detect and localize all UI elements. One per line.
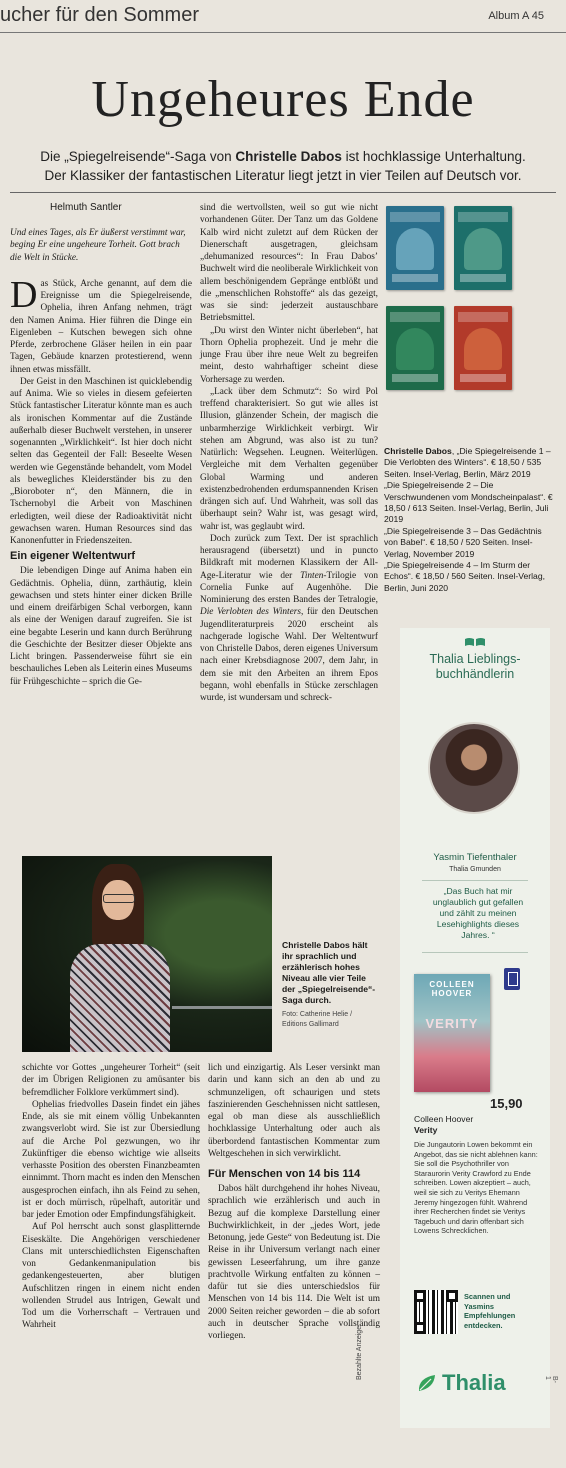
paragraph: schichte vor Gottes „ungeheurer Torheit“ (seit der im Übrigen Religionen zu amüsanter bis befremdlicher Folklore verkümmert sind). xyxy=(22,1063,200,1098)
article-column-2 xyxy=(200,202,378,704)
paragraph xyxy=(10,273,192,376)
book-info-text: , „Die Spiegelreisende 1 – Die Verlobten des Winters“. € 18,50 / 535 Seiten. Insel-Verlag, Berlin, März 2019 xyxy=(384,446,551,479)
qr-finder xyxy=(446,1290,458,1302)
thalia-leaf-icon xyxy=(416,1372,438,1394)
book-covers xyxy=(382,204,522,436)
paragraph: sind die wertvollsten, weil so gut wie nicht vorhandenen Güter. Der Tanz um das Goldene Kalb wird nicht zuletzt auf dem Rücken der Dienerschaft ausgetragen, gleichsam „dehumanized resources“: In Frau Dabos’ Buchwelt wird die neoliberale Wirklichkeit von allem beschönigendem Gepränge entblößt und die „menschlichen Rohstoffe“ als das gezeigt, was sie sind: jederzeit austauschbare Betriebsmittel. xyxy=(200,203,378,324)
book-heart-icon xyxy=(463,634,487,644)
book-info-2: „Die Spiegelreisende 2 – Die Verschwundenen vom Mondscheinpalast“. € 18,50 / 613 Seiten. Insel-Verlag, Berlin, Juli 2019 xyxy=(384,480,553,525)
section-title: ucher für den Sommer xyxy=(0,4,199,26)
ad-rule xyxy=(422,880,528,881)
running-header xyxy=(0,0,566,34)
cover-author: COLLEEN HOOVER xyxy=(429,980,475,998)
sponsored-label: Bezahlte Anzeige xyxy=(356,1325,363,1380)
book-info-3: „Die Spiegelreisende 3 – Das Gedächtnis von Babel“. € 18,50 / 520 Seiten. Insel-Verlag, November 2019 xyxy=(384,525,542,559)
paragraph-text: , für den Deutschen Jugendliteraturpreis 2020 erscheint als nachgerade logische Wahl. Der Weltentwurf von Christelle Dabos, deren eigenes Universum nach einer Krebsdiagnose 2007, dem Jahr, in dem sie mit den Arbeiten an ihrem Epos begann, wohl ebenfalls in Stücke zerschlagen wurde, ist wundersam und schreck- xyxy=(200,607,378,703)
book-cover-2 xyxy=(454,206,512,290)
qr-finder xyxy=(414,1290,426,1302)
bookseller-portrait xyxy=(430,724,518,812)
header-rule xyxy=(0,32,566,33)
bookseller-name: Yasmin Tiefenthaler xyxy=(433,852,517,863)
paragraph-text: as Stück, Arche genannt, auf dem die Ereignisse um die Spiegelreisende, Ophelia, ihren Anfang nehmen, trägt den Namen Anima. Hier führen die Dinge ein Eigenleben – Kutschen bewegen sich ohne Pferde, zerbrochene Gläser heilen in ein paar Tagen, Gebäude knarzen protestierend, wenn ihnen etwas missfällt. xyxy=(10,278,192,375)
paragraph: „Du wirst den Winter nicht überleben“, hat Thorn Ophelia prophezeit. Und je mehr die junge Frau über ihre neue Welt zu begreifen meint, desto wahrhaftiger scheint diese Vorhersage zu werden. xyxy=(200,325,378,385)
paragraph: Ophelias friedvolles Dasein findet ein jähes Ende, als sie mit einem völlig Unbekannten zwangsverlobt wird. Sie ist zur Übersiedlung auf die Arche Pol gezwungen, wo ihr Zukünftiger die ebenso wichtige wie allseits verhasste Position des obersten Finanzbeamten einnimmt. Thorn macht es inden den Menschen ausgesprochen einfach, ihn als Feind zu sehen, ist er doch mürrisch, rüpelhaft, autoritär und bar jeder Emotion oder Empfindungsfähigkeit. xyxy=(22,1099,200,1220)
paragraph: Die lebendigen Dinge auf Anima haben ein Gedächtnis. Ophelia, dünn, zarthäutig, klein gewachsen und stets hinter einer dicken Brille und einem dreifärbigen Schal verborgen, kann als eine der Wenigen darauf zugreifen. Sie ist eine begabte Leserin und kann durch Berührung die Geschichte der Besitzer dieser Objekte ans Licht bringen. Passenderweise führt sie ein beschauliches Leben als Leiterin eines Museums für Frühgeschichte – sprich die Ge- xyxy=(10,566,192,687)
book-info-1 xyxy=(384,446,556,480)
portrait-figure xyxy=(62,864,172,1052)
byline: Helmuth Santler xyxy=(50,202,122,213)
railing xyxy=(172,1006,272,1009)
ad-heading: Thalia Lieblings-buchhändlerin xyxy=(429,652,521,681)
page-label: Album A 45 xyxy=(488,10,544,22)
paragraph: lich und einzigartig. Als Leser versinkt man darin und kann sich an den ab und zu schmunzeligen, oft schaurigen und stets faszinierenden Geschehnissen nicht sattlesen, egal ob man diese als ausschließlich hochklassige Unterhaltung oder auch als überbordend fantastischen Kommentar zum Weltgeschehen in sich verwirklicht. xyxy=(208,1063,380,1159)
book-blurb: Die Jungautorin Lowen bekommt ein Angebot, das sie nicht ablehnen kann: Sie soll die Psychothriller von Staraurorin Verity Crawford zu Ende schreiben. Lowen akzeptiert – auch, weil sie sich zu Veritys Ehemann Jeremy hingezogen fühlt. Während ihrer Recherchen findet sie Veritys Tagebuch und darin offenbart sich Lowens Schrecklichen. xyxy=(414,1140,538,1236)
paragraph-text: Doch zurück zum Text. Der ist sprachlich herausragend (übersetzt) und in puncto Bildkraft mit modernen Klassikern der All-Age-Literatur wie der xyxy=(200,533,378,581)
cover-title: VERITY xyxy=(425,1016,479,1031)
portrait-shirt xyxy=(70,944,170,1052)
verity-book-cover xyxy=(414,974,490,1092)
italic-title: Die Verlobten des Winters xyxy=(200,607,302,618)
author-photo xyxy=(22,856,272,1052)
badge-inner xyxy=(508,972,518,986)
photo-caption xyxy=(282,940,378,1030)
italic-title: Tinten xyxy=(300,570,324,581)
article-column-4 xyxy=(208,1062,380,1342)
section-subheading: Ein eigener Weltentwurf xyxy=(10,550,136,563)
book-author: Colleen Hoover xyxy=(414,1114,474,1124)
book-cover-4 xyxy=(454,306,512,390)
book-info xyxy=(384,446,556,594)
book-info-author: Christelle Dabos xyxy=(384,446,452,456)
drop-cap: D xyxy=(10,273,38,316)
subheadline-part: Die „Spiegelreisende“-Saga von xyxy=(40,149,236,164)
book-cover-1 xyxy=(386,206,444,290)
subheadline-author: Christelle Dabos xyxy=(235,149,342,164)
portrait-glasses xyxy=(103,894,135,903)
paragraph-text: -Trilogie von Cornelia Funke auf Augenhöhe. Die Nominierung des ersten Bandes der Tetralogie, xyxy=(200,570,378,605)
book-title: Verity xyxy=(414,1125,438,1135)
paragraph: Dabos hält durchgehend ihr hohes Niveau, sprachlich wie erzählerisch und auch in Bezug auf die komplexe Darstellung einer Buchwirklichkeit, in der „jedes Wort, jede Betonung, jede Geste“ von Bedeutung ist. Die Reise in ihr Universum verlangt nach einer gewissen Leseerfahrung, um ihre ganze prachtvolle Wirkung entfalten zu können – dafür tut sie dies unterschiedslos für Menschen von 14 bis 114. Die Welt ist um 2000 Seiten reicher geworden – die ab sofort auch in deutscher Sprache vollständig vorliegen. xyxy=(208,1184,380,1341)
paragraph: Auf Pol herrscht auch sonst glasplitternde Eiseskälte. Die Angehörigen verschiedener Clans mit unterschiedlichsten Eigenschaften von Gedankenmanipulation bis gedankengesteuerten, aber blutigen Aufschlitzen ringen in einem nicht enden wollenden Strudel aus Intrigen, Gewalt und Tod um die Vorherrschaft – Vertrauen und Wahrheit xyxy=(22,1222,200,1331)
headline: Ungeheures Ende xyxy=(91,71,475,128)
headline-rule xyxy=(10,192,556,193)
subheadline-part: ist hochklassige Unterhaltung. xyxy=(341,149,526,164)
paragraph xyxy=(200,533,378,705)
subheadline-line2: Der Klassiker der fantastischen Literatur liegt jetzt in vier Teilen auf Deutsch vor. xyxy=(44,168,522,183)
book-info-4: „Die Spiegelreisende 4 – Im Sturm der Echos“. € 18,50 / 560 Seiten. Insel-Verlag, Berlin, Juni 2020 xyxy=(384,560,545,593)
article-column-3 xyxy=(22,1062,200,1332)
price: 15,90 xyxy=(490,1096,523,1111)
qr-finder xyxy=(414,1322,426,1334)
ad-rule xyxy=(422,952,528,953)
bestseller-badge-icon xyxy=(504,968,520,990)
thalia-logo[interactable]: Thalia xyxy=(442,1370,506,1395)
article-column-1 xyxy=(10,202,192,688)
bookseller-store: Thalia Gmunden xyxy=(449,866,501,873)
epigraph: Und eines Tages, als Er äußerst verstimmt war, beging Er eine ungeheure Torheit. Gott brach die Welt in Stücke. xyxy=(10,228,186,263)
paragraph: Der Geist in den Maschinen ist quicklebendig auf Anima. Wie so vieles in diesem gefeierten Stück fantastischer Literatur könnte man es auch als ironischen Kommentar auf die Zustände außerhalb dieser Buchwelt verstehen, in unserer sogenannten „Wirklichkeit“. Ist hier doch nicht selten das Gegenteil der Fall: Beseelte Wesen werden wie Gegenstände behandelt, vom Model als bewegliches Kleiderständer bis zu den „Bioroboter n“, den Männern, die in Tschernobyl die Arbeit von Maschinen erledigten, weil diese der Radioaktivität nicht gewachsen waren. Human Resources sind das Kanonenfutter in Friedenszeiten. xyxy=(10,376,192,546)
photo-credit: Foto: Catherine Helie / Editions Gallimard xyxy=(282,1011,353,1028)
book-cover-3 xyxy=(386,306,444,390)
qr-code[interactable] xyxy=(414,1290,458,1334)
caption-text: Christelle Dabos hält ihr sprachlich und erzählerisch hohes Niveau alle vier Teile der „Spiegelreisende“-Saga durch. xyxy=(282,940,376,1005)
recommendation-quote: „Das Buch hat mir unglaublich gut gefallen und zählt zu meinen Lesehighlights dieses Jahres. “ xyxy=(432,886,524,940)
paragraph: „Lack über dem Schmutz“: So wird Pol treffend charakterisiert. So gut wie alles ist Illusion, glänzender Schein, der magisch die unbarmherzige Wirklichkeit verbirgt. Wir stehen am Abgrund, was also ist zu tun? Natürlich: Wegsehen. Leugnen. Weiterlügen. Vergleiche mit dem Verhalten gegenüber Global Warming und anderen existenzbedrohenden erdumspannenden Krisen drängen sich auf. Und Wahrheit, was soll das überhaupt sein? Wahr ist, was gesagt wird, wahr ist, was geglaubt wird. xyxy=(200,386,378,532)
subheadline xyxy=(10,147,556,185)
qr-caption: Scannen und Yasmins Empfehlungen entdecken. xyxy=(464,1292,516,1330)
section-subheading: Für Menschen von 14 bis 114 xyxy=(208,1168,361,1180)
thalia-ad xyxy=(400,628,550,1428)
page-mark: B-1 xyxy=(544,1376,558,1383)
